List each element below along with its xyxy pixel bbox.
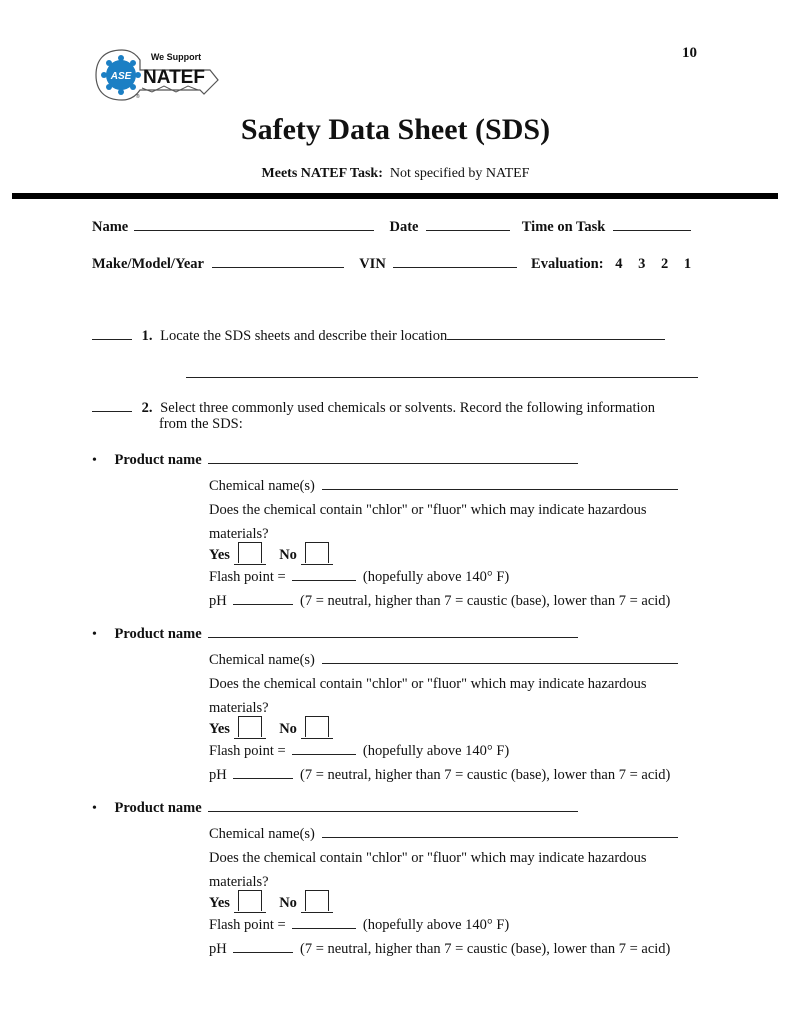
ph-note: (7 = neutral, higher than 7 = caustic (base), lower than 7 = acid) (299, 941, 671, 957)
hazard-question-line-2: materials? (209, 874, 269, 890)
yes-checkbox-slot (234, 891, 266, 913)
page-title: Safety Data Sheet (SDS) (240, 113, 551, 146)
no-checkbox-slot (301, 891, 333, 913)
ph-label: pH (209, 941, 227, 957)
subtitle (0, 166, 791, 182)
logo-top-text: We Support (150, 52, 202, 62)
yes-checkbox-slot (234, 543, 266, 565)
hazard-question-line-2: materials? (209, 700, 269, 716)
question-2 (92, 400, 655, 417)
ph-field[interactable] (233, 604, 293, 605)
flash-point-field[interactable] (292, 928, 356, 929)
no-checkbox[interactable] (305, 716, 329, 737)
flash-point-field[interactable] (292, 754, 356, 755)
no-label: No (279, 895, 297, 911)
page-number: 10 (682, 45, 697, 61)
date-label: Date (389, 219, 419, 235)
flash-point-row (209, 917, 509, 934)
yes-no-row (209, 543, 333, 565)
yes-checkbox-slot (234, 717, 266, 739)
header-divider (12, 193, 778, 199)
yes-label: Yes (209, 547, 230, 563)
date-field[interactable] (426, 230, 510, 231)
ph-field[interactable] (233, 778, 293, 779)
registered-mark: ® (136, 94, 140, 100)
no-label: No (279, 721, 297, 737)
evaluation-label: Evaluation: (531, 256, 604, 272)
chemical-name-label: Chemical name(s) (209, 826, 315, 842)
product-name-label: Product name (114, 800, 202, 816)
bullet-icon: • (92, 627, 97, 642)
no-label: No (279, 547, 297, 563)
product-name-field[interactable] (208, 463, 578, 464)
key-logo-icon (92, 44, 222, 106)
hazard-question-line-1: Does the chemical contain "chlor" or "fluor" which may indicate hazardous (209, 502, 647, 518)
chemical-name-label: Chemical name(s) (209, 652, 315, 668)
ph-row (209, 767, 670, 784)
yes-no-row (209, 891, 333, 913)
ph-note: (7 = neutral, higher than 7 = caustic (base), lower than 7 = acid) (299, 593, 671, 609)
time-on-task-field[interactable] (613, 230, 691, 231)
make-model-year-field[interactable] (212, 267, 344, 268)
header-row-1 (92, 219, 691, 236)
question-2-check-field[interactable] (92, 411, 132, 412)
evaluation-score-1[interactable]: 1 (683, 256, 692, 272)
header-row-2 (92, 256, 691, 273)
flash-point-note: (hopefully above 140° F) (362, 917, 510, 933)
yes-checkbox[interactable] (238, 890, 262, 911)
flash-point-label: Flash point = (209, 917, 286, 933)
vin-field[interactable] (393, 267, 517, 268)
chemical-name-row (209, 478, 678, 495)
chemical-name-field[interactable] (322, 663, 678, 664)
ph-row (209, 593, 670, 610)
question-1-answer-field[interactable] (447, 339, 665, 340)
bullet-icon: • (92, 801, 97, 816)
yes-label: Yes (209, 895, 230, 911)
chemical-name-row (209, 652, 678, 669)
question-1-text: Locate the SDS sheets and describe their location (160, 328, 448, 344)
ph-label: pH (209, 593, 227, 609)
yes-no-row (209, 717, 333, 739)
vin-label: VIN (359, 256, 386, 272)
task-label: Meets NATEF Task: (261, 166, 383, 181)
product-name-row (92, 626, 578, 643)
name-field[interactable] (134, 230, 374, 231)
chemical-name-row (209, 826, 678, 843)
bullet-icon: • (92, 453, 97, 468)
no-checkbox-slot (301, 717, 333, 739)
ase-badge-text: ASE (110, 71, 132, 82)
chemical-name-field[interactable] (322, 837, 678, 838)
question-1-check-field[interactable] (92, 339, 132, 340)
ph-field[interactable] (233, 952, 293, 953)
flash-point-note: (hopefully above 140° F) (362, 569, 510, 585)
question-1-answer-line-2[interactable] (186, 377, 698, 378)
no-checkbox-slot (301, 543, 333, 565)
hazard-question-line-1: Does the chemical contain "chlor" or "fluor" which may indicate hazardous (209, 676, 647, 692)
time-on-task-label: Time on Task (521, 219, 606, 235)
question-2-number: 2. (141, 400, 153, 416)
evaluation-score-4[interactable]: 4 (615, 256, 623, 272)
flash-point-field[interactable] (292, 580, 356, 581)
ph-label: pH (209, 767, 227, 783)
no-checkbox[interactable] (305, 542, 329, 563)
hazard-question-line-2: materials? (209, 526, 269, 542)
logo-main-text: NATEF (143, 67, 205, 88)
flash-point-label: Flash point = (209, 569, 286, 585)
product-name-row (92, 800, 578, 817)
product-name-label: Product name (114, 626, 202, 642)
flash-point-note: (hopefully above 140° F) (362, 743, 510, 759)
natef-logo (92, 44, 222, 106)
yes-label: Yes (209, 721, 230, 737)
evaluation-score-2[interactable]: 2 (660, 256, 669, 272)
make-model-year-label: Make/Model/Year (92, 256, 204, 272)
question-2-text-line-2: from the SDS: (159, 416, 243, 432)
question-1-number: 1. (141, 328, 153, 344)
chemical-name-field[interactable] (322, 489, 678, 490)
product-name-field[interactable] (208, 811, 578, 812)
yes-checkbox[interactable] (238, 542, 262, 563)
ph-note: (7 = neutral, higher than 7 = caustic (base), lower than 7 = acid) (299, 767, 671, 783)
flash-point-label: Flash point = (209, 743, 286, 759)
ph-row (209, 941, 670, 958)
no-checkbox[interactable] (305, 890, 329, 911)
question-2-text-line-1: Select three commonly used chemicals or solvents. Record the following information (160, 400, 656, 416)
product-name-row (92, 452, 578, 469)
chemical-name-label: Chemical name(s) (209, 478, 315, 494)
product-name-field[interactable] (208, 637, 578, 638)
evaluation-score-3[interactable]: 3 (638, 256, 646, 272)
name-label: Name (92, 219, 129, 235)
flash-point-row (209, 743, 509, 760)
task-value: Not specified by NATEF (389, 166, 530, 181)
question-1 (92, 328, 665, 345)
product-name-label: Product name (114, 452, 202, 468)
hazard-question-line-1: Does the chemical contain "chlor" or "fluor" which may indicate hazardous (209, 850, 647, 866)
yes-checkbox[interactable] (238, 716, 262, 737)
flash-point-row (209, 569, 509, 586)
